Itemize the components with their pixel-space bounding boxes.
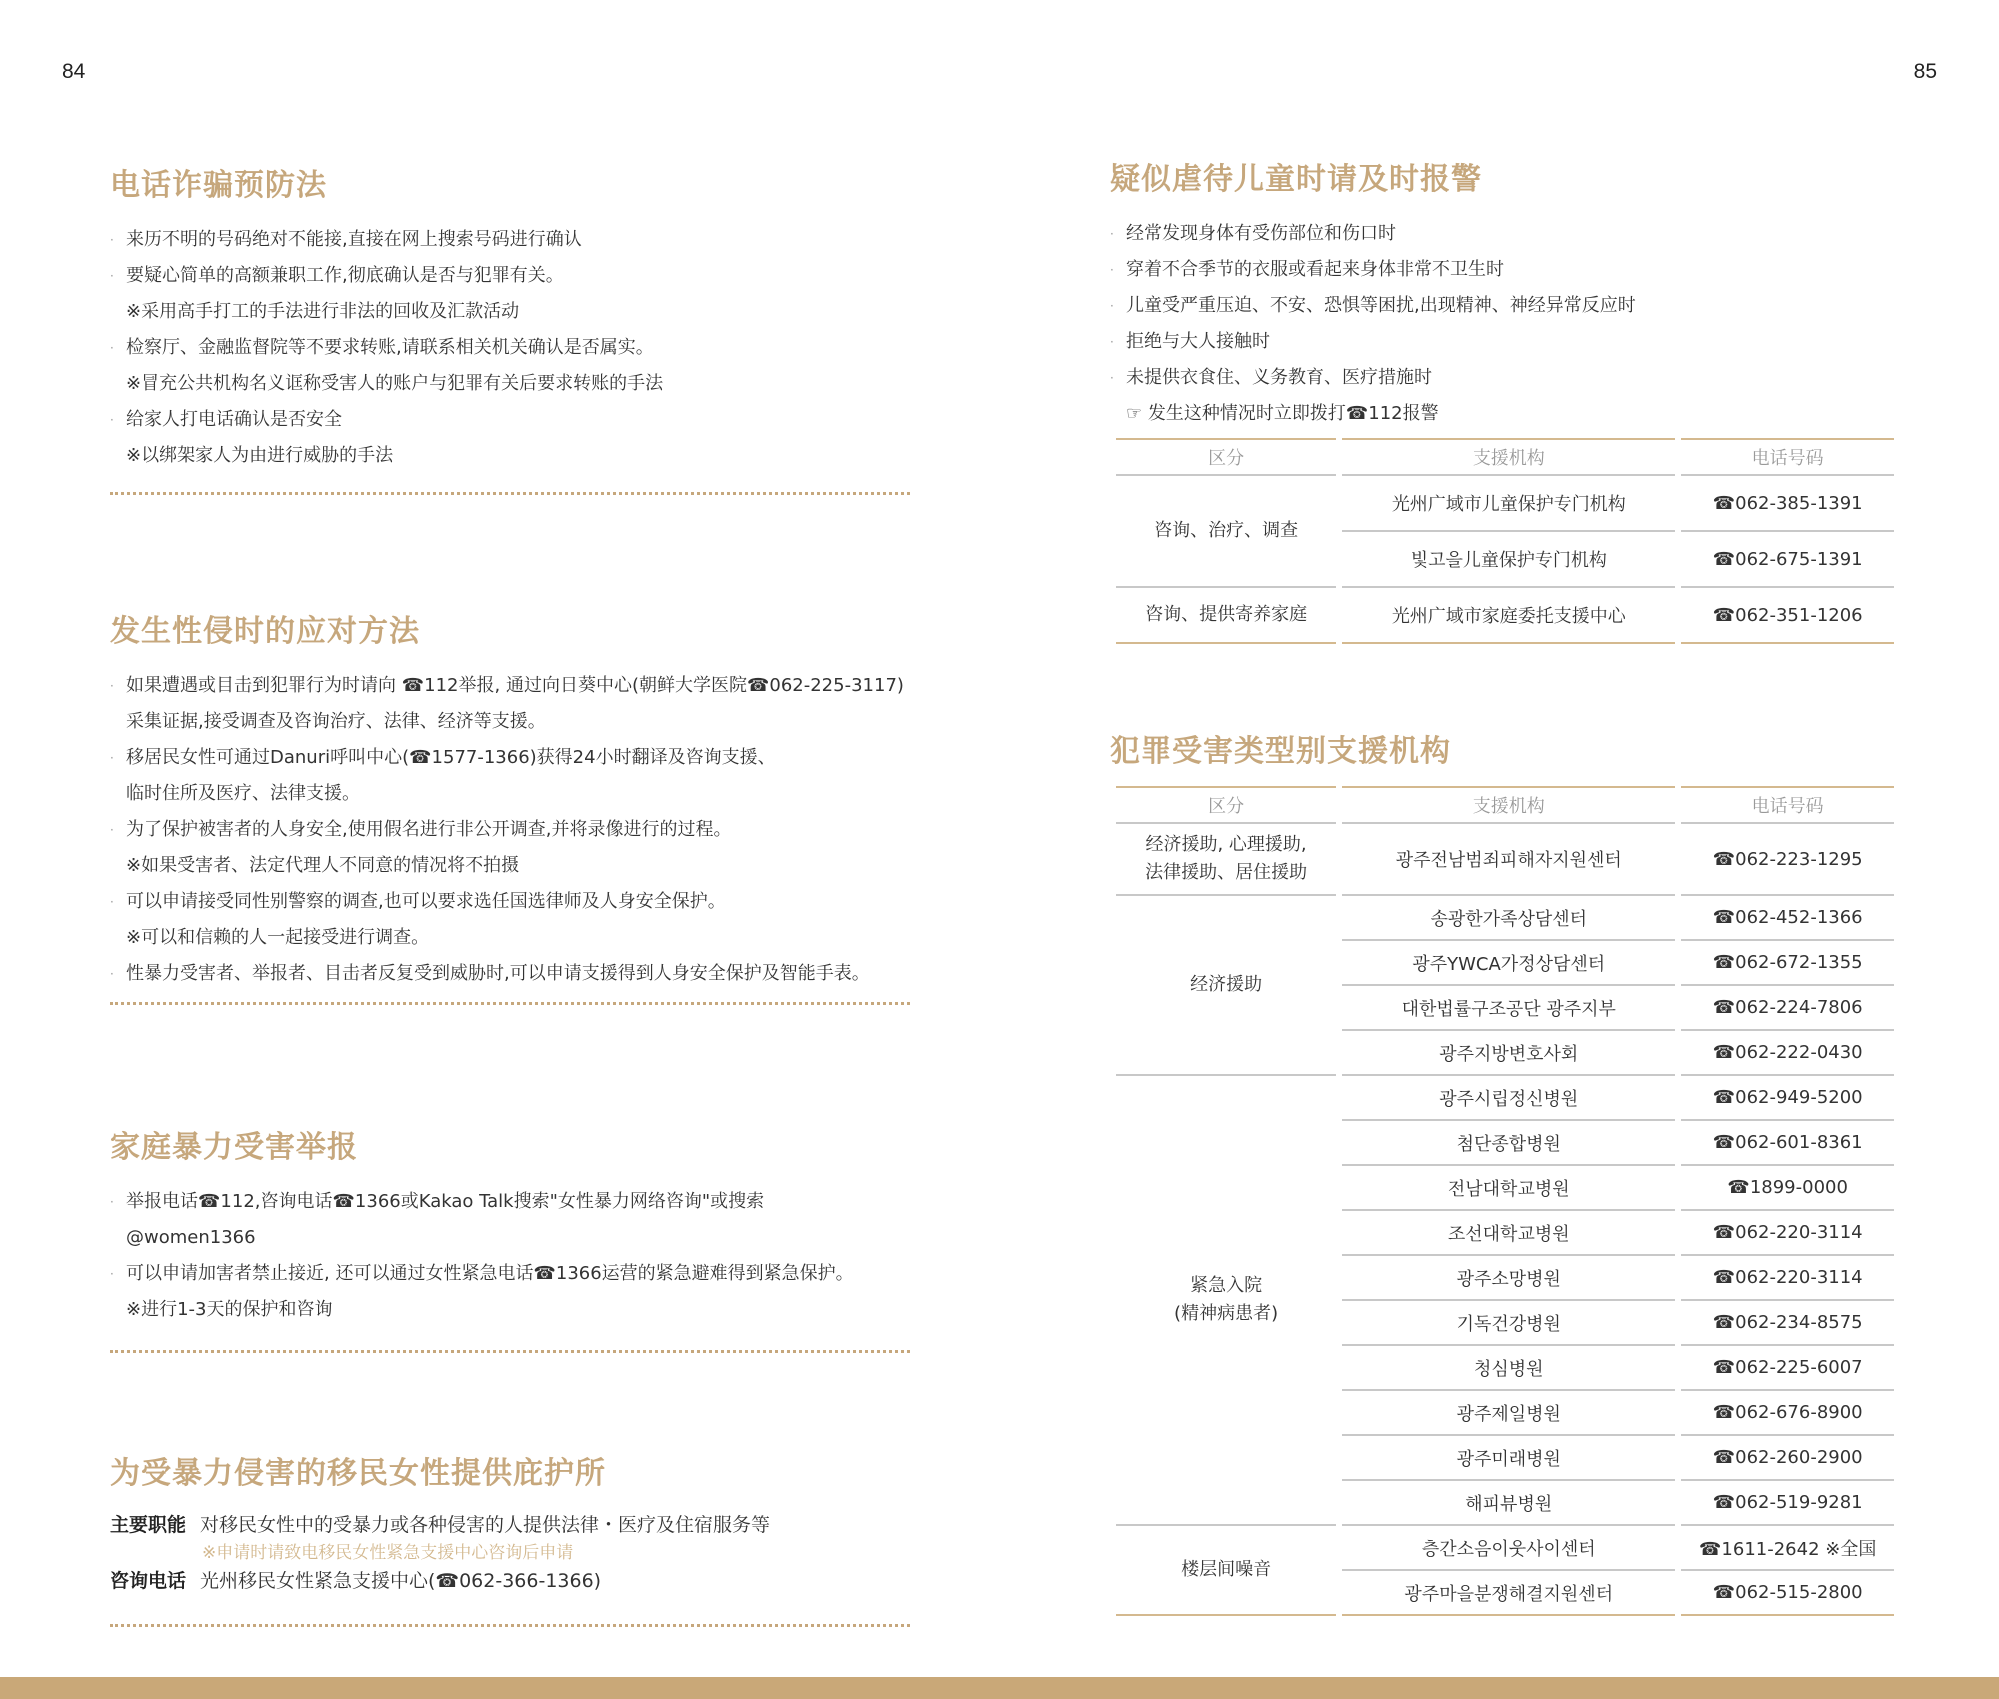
list-item-text: 性暴力受害者、举报者、目击者反复受到威胁时,可以申请支援得到人身安全保护及智能手表。 [126, 963, 870, 984]
column-header: 区分 [1116, 786, 1336, 824]
list-item-text: ※如果受害者、法定代理人不同意的情况将不拍摄 [126, 855, 520, 876]
org-cell: 광주지방변호사회 [1342, 1031, 1675, 1076]
phone-cell: ☎062-949-5200 [1681, 1076, 1894, 1121]
category-cell: 楼层间噪音 [1116, 1526, 1336, 1616]
phone-cell: ☎062-225-6007 [1681, 1346, 1894, 1391]
bullet-dot: · [1110, 371, 1114, 385]
list-item-text: 可以申请加害者禁止接近, 还可以通过女性紧急电话☎1366运营的紧急避难得到紧急保护。 [126, 1263, 854, 1284]
org-cell: 광주전남범죄피해자지원센터 [1342, 824, 1675, 896]
phone-cell: ☎062-675-1391 [1681, 532, 1894, 588]
phone-cell: ☎062-385-1391 [1681, 476, 1894, 532]
org-cell: 光州广域市儿童保护专门机构 [1342, 476, 1675, 532]
category-cell: 紧急入院 (精神病患者) [1116, 1076, 1336, 1526]
duty-note: ※申请时请致电移民女性紧急支援中心咨询后申请 [202, 1543, 574, 1563]
org-cell: 층간소음이웃사이센터 [1342, 1526, 1675, 1571]
list-item-text: 移居民女性可通过Danuri呼叫中心(☎1577-1366)获得24小时翻译及咨询支援、 [126, 747, 776, 768]
table-header-row [1116, 786, 1894, 824]
column-header: 区分 [1116, 438, 1336, 476]
org-cell: 광주마을분쟁해결지원센터 [1342, 1571, 1675, 1616]
bullet-dot: · [1110, 263, 1114, 277]
child-table-wrap [1110, 438, 1900, 644]
table-row [1116, 476, 1894, 532]
list-item-text: 临时住所及医疗、法律支援。 [126, 783, 360, 804]
column-header: 支援机构 [1342, 438, 1675, 476]
shelter-duty [110, 1510, 910, 1540]
list-item-text: 经常发现身体有受伤部位和伤口时 [1126, 223, 1396, 244]
list-item [110, 956, 910, 992]
fraud-title: 电话诈骗预防法 [110, 168, 327, 203]
table-row [1116, 588, 1894, 644]
crime-support-table [1110, 786, 1900, 1616]
list-item [110, 776, 910, 812]
bullet-dot: · [110, 413, 114, 427]
crime-title: 犯罪受害类型别支援机构 [1110, 734, 1451, 769]
domestic-list [110, 1184, 910, 1328]
bottom-bar [0, 1677, 1999, 1699]
divider [110, 1624, 910, 1627]
list-item [110, 438, 910, 474]
fraud-list [110, 222, 910, 474]
list-item [110, 812, 910, 848]
domestic-title: 家庭暴力受害举报 [110, 1130, 358, 1165]
duty-label: 主要职能 [110, 1514, 187, 1536]
domestic-section [110, 1122, 910, 1328]
shelter-section [110, 1448, 910, 1596]
org-cell: 光州广域市家庭委托支援中心 [1342, 588, 1675, 644]
list-item-text: ※以绑架家人为由进行威胁的手法 [126, 445, 394, 466]
table-row [1116, 1526, 1894, 1571]
list-item-text: ※可以和信赖的人一起接受进行调查。 [126, 927, 430, 948]
bullet-dot: · [1110, 299, 1114, 313]
org-cell: 청심병원 [1342, 1346, 1675, 1391]
phone-cell: ☎062-234-8575 [1681, 1301, 1894, 1346]
phone-cell: ☎062-224-7806 [1681, 986, 1894, 1031]
bullet-dot: · [1110, 335, 1114, 349]
category-cell: 经济援助 [1116, 896, 1336, 1076]
sexual-list [110, 668, 910, 992]
list-item [110, 222, 910, 258]
list-item [1110, 360, 1900, 396]
shelter-contact [110, 1566, 910, 1596]
list-item [1110, 396, 1900, 432]
list-item [110, 884, 910, 920]
list-item [1110, 288, 1900, 324]
org-cell: 송광한가족상담센터 [1342, 896, 1675, 941]
bullet-dot: · [1110, 227, 1114, 241]
list-item [110, 1184, 910, 1220]
list-item-text: 可以申请接受同性别警察的调查,也可以要求选任国选律师及人身安全保护。 [126, 891, 726, 912]
phone-cell: ☎062-222-0430 [1681, 1031, 1894, 1076]
bullet-dot: · [110, 751, 114, 765]
fraud-section [110, 160, 910, 474]
list-item [110, 330, 910, 366]
list-item [110, 366, 910, 402]
contact-label: 咨询电话 [110, 1570, 187, 1592]
org-cell: 첨단종합병원 [1342, 1121, 1675, 1166]
category-cell: 咨询、治疗、调查 [1116, 476, 1336, 588]
list-item-text: @women1366 [126, 1227, 256, 1248]
list-item [1110, 216, 1900, 252]
contact-text: 光州移民女性紧急支援中心(☎062-366-1366) [200, 1570, 602, 1592]
phone-cell: ☎062-351-1206 [1681, 588, 1894, 644]
bullet-dot: · [110, 967, 114, 981]
bullet-dot: · [110, 895, 114, 909]
list-item [1110, 252, 1900, 288]
category-cell: 经济援助, 心理援助, 法律援助、居住援助 [1116, 824, 1336, 896]
bullet-dot: · [110, 823, 114, 837]
bullet-dot: · [110, 341, 114, 355]
list-item-text: 给家人打电话确认是否安全 [126, 409, 342, 430]
table-row [1116, 1076, 1894, 1121]
bullet-dot: · [110, 679, 114, 693]
bullet-dot: · [110, 233, 114, 247]
list-item-text: 儿童受严重压迫、不安、恐惧等困扰,出现精神、神经异常反应时 [1126, 295, 1636, 316]
org-cell: 전남대학교병원 [1342, 1166, 1675, 1211]
list-item-text: 未提供衣食住、义务教育、医疗措施时 [1126, 367, 1432, 388]
divider [110, 1350, 910, 1353]
phone-cell: ☎062-223-1295 [1681, 824, 1894, 896]
shelter-title: 为受暴力侵害的移民女性提供庇护所 [110, 1456, 606, 1491]
list-item-text: ☞ 发生这种情况时立即拨打☎112报警 [1126, 403, 1439, 424]
org-cell: 대한법률구조공단 광주지부 [1342, 986, 1675, 1031]
list-item [110, 1220, 910, 1256]
list-item [110, 920, 910, 956]
phone-cell: ☎062-601-8361 [1681, 1121, 1894, 1166]
list-item-text: 为了保护被害者的人身安全,使用假名进行非公开调查,并将录像进行的过程。 [126, 819, 732, 840]
duty-text: 对移民女性中的受暴力或各种侵害的人提供法律・医疗及住宿服务等 [200, 1514, 771, 1536]
list-item [110, 258, 910, 294]
bullet-dot: · [110, 1195, 114, 1209]
table-header-row [1116, 438, 1894, 476]
org-cell: 광주제일병원 [1342, 1391, 1675, 1436]
list-item [110, 294, 910, 330]
category-cell: 咨询、提供寄养家庭 [1116, 588, 1336, 644]
org-cell: 광주소망병원 [1342, 1256, 1675, 1301]
phone-cell: ☎1611-2642 ※全国 [1681, 1526, 1894, 1571]
list-item-text: ※进行1-3天的保护和咨询 [126, 1299, 333, 1320]
org-cell: 기독건강병원 [1342, 1301, 1675, 1346]
phone-cell: ☎062-519-9281 [1681, 1481, 1894, 1526]
phone-cell: ☎062-220-3114 [1681, 1211, 1894, 1256]
list-item-text: 拒绝与大人接触时 [1126, 331, 1270, 352]
org-cell: 조선대학교병원 [1342, 1211, 1675, 1256]
phone-cell: ☎062-515-2800 [1681, 1571, 1894, 1616]
list-item-text: ※采用高手打工的手法进行非法的回收及汇款活动 [126, 301, 520, 322]
list-item-text: 来历不明的号码绝对不能接,直接在网上搜索号码进行确认 [126, 229, 582, 250]
org-cell: 빛고을儿童保护专门机构 [1342, 532, 1675, 588]
org-cell: 광주미래병원 [1342, 1436, 1675, 1481]
list-item-text: ※冒充公共机构名义诓称受害人的账户与犯罪有关后要求转账的手法 [126, 373, 664, 394]
crime-table-wrap [1110, 786, 1900, 1616]
child-list [1110, 216, 1900, 432]
page-number-left: 84 [62, 60, 86, 83]
org-cell: 광주시립정신병원 [1342, 1076, 1675, 1121]
divider [110, 1002, 910, 1005]
child-section [1110, 154, 1900, 432]
child-title: 疑似虐待儿童时请及时报警 [1110, 162, 1482, 197]
list-item [1110, 324, 1900, 360]
sexual-title: 发生性侵时的应对方法 [110, 614, 420, 649]
list-item [110, 1256, 910, 1292]
phone-cell: ☎062-220-3114 [1681, 1256, 1894, 1301]
divider [110, 492, 910, 495]
list-item [110, 740, 910, 776]
list-item-text: 采集证据,接受调查及咨询治疗、法律、经济等支援。 [126, 711, 546, 732]
column-header: 电话号码 [1681, 438, 1894, 476]
phone-cell: ☎1899-0000 [1681, 1166, 1894, 1211]
list-item [110, 402, 910, 438]
page-number-right: 85 [1913, 60, 1937, 83]
column-header: 电话号码 [1681, 786, 1894, 824]
table-row [1116, 824, 1894, 896]
list-item-text: 检察厅、金融监督院等不要求转账,请联系相关机关确认是否属实。 [126, 337, 654, 358]
crime-section [1110, 726, 1900, 788]
bullet-dot: · [110, 269, 114, 283]
phone-cell: ☎062-676-8900 [1681, 1391, 1894, 1436]
table-row [1116, 896, 1894, 941]
list-item-text: 举报电话☎112,咨询电话☎1366或Kakao Talk搜索"女性暴力网络咨询"或搜索 [126, 1191, 765, 1212]
list-item-text: 如果遭遇或目击到犯罪行为时请向 ☎112举报, 通过向日葵中心(朝鲜大学医院☎062-225-3117) [126, 675, 904, 696]
org-cell: 해피뷰병원 [1342, 1481, 1675, 1526]
list-item-text: 要疑心简单的高额兼职工作,彻底确认是否与犯罪有关。 [126, 265, 564, 286]
list-item [110, 704, 910, 740]
list-item [110, 1292, 910, 1328]
list-item [110, 848, 910, 884]
list-item [110, 668, 910, 704]
phone-cell: ☎062-452-1366 [1681, 896, 1894, 941]
org-cell: 광주YWCA가정상담센터 [1342, 941, 1675, 986]
child-support-table [1110, 438, 1900, 644]
bullet-dot: · [110, 1267, 114, 1281]
phone-cell: ☎062-260-2900 [1681, 1436, 1894, 1481]
phone-cell: ☎062-672-1355 [1681, 941, 1894, 986]
column-header: 支援机构 [1342, 786, 1675, 824]
sexual-section [110, 606, 910, 992]
list-item-text: 穿着不合季节的衣服或看起来身体非常不卫生时 [1126, 259, 1504, 280]
